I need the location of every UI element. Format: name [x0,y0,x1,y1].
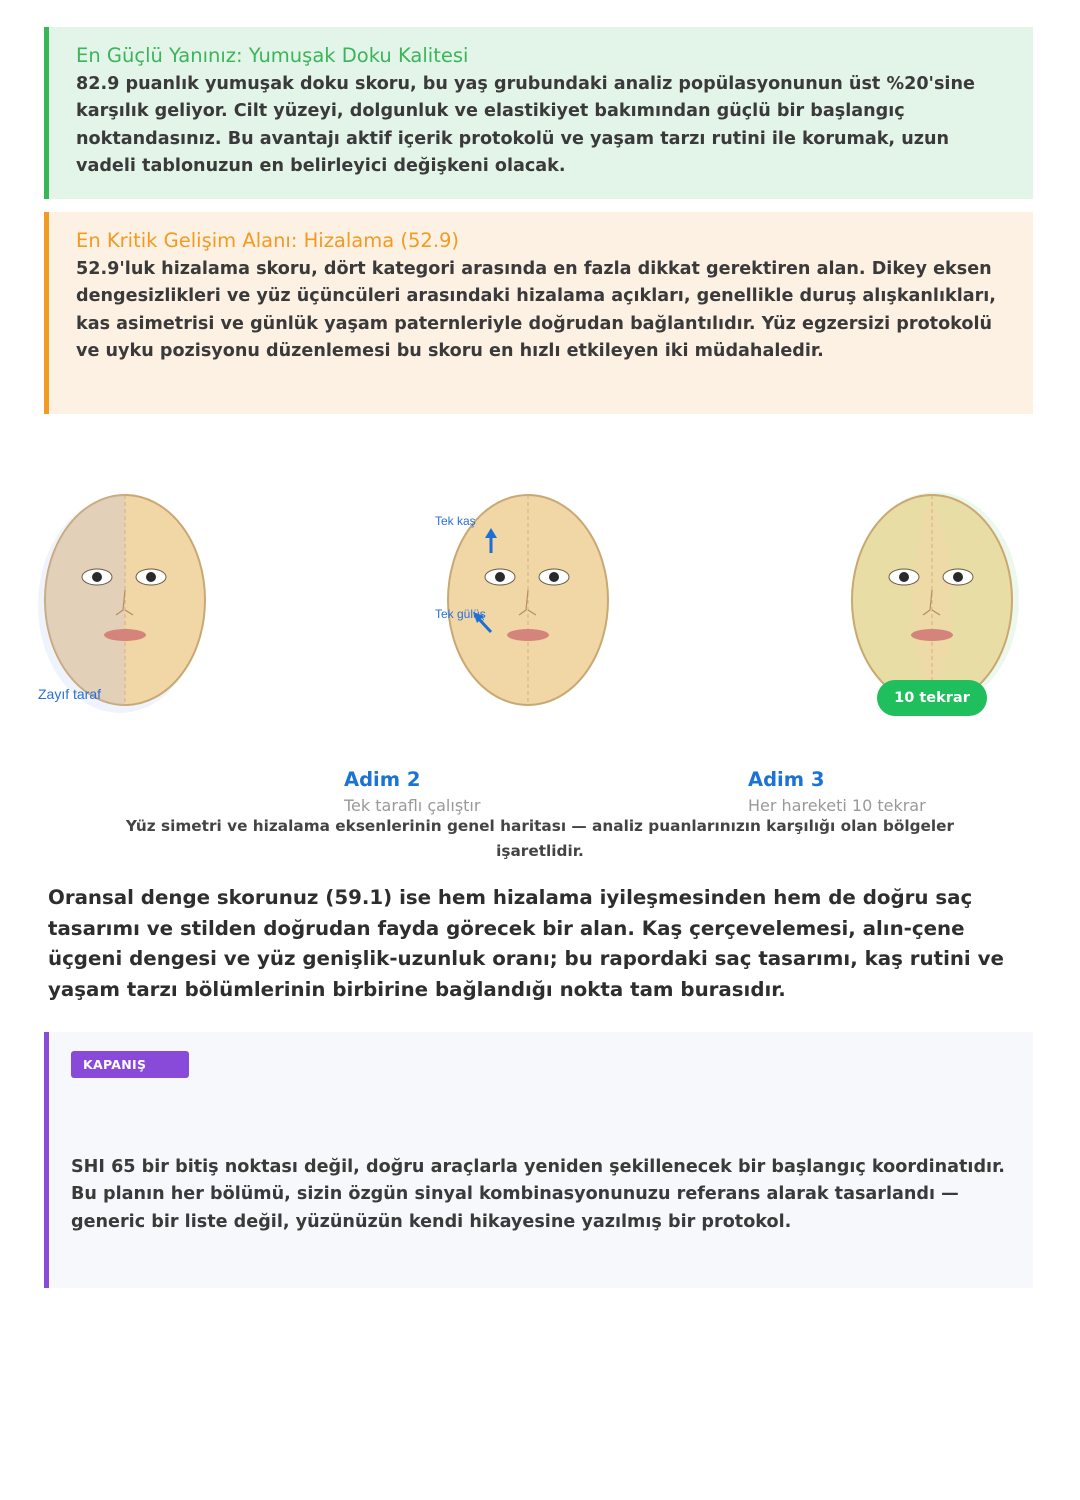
closing-badge: KAPANIŞ [71,1051,189,1078]
step-2-subtitle: Tek taraflı çalıştır [344,796,481,815]
face-illustration-weak-side [30,470,220,720]
face-illustration-one-sided [433,470,623,720]
closing-body: SHI 65 bir bitiş noktası değil, doğru araçlarla yeniden şekillenecek bir başlangıç koordinatıdır. Bu planın her bölümü, sizin özgün sinyal kombinasyonunuzu referans alarak tasarlandı — generic bir liste değil, yüzünüzün kendi hikayesine yazılmış bir protokol. [71,1157,1005,1232]
figure-caption: Yüz simetri ve hizalama eksenlerinin genel haritası — analiz puanlarınızın karşılığı olan bölgeler işaretlidir. [125,817,955,860]
critical-area-body: 52.9'luk hizalama skoru, dört kategori arasında en fazla dikkat gerektiren alan. Dikey eksen dengesizlikleri ve yüz üçüncüleri arasındaki hizalama açıkları, genellikle duruş alışkanlıkları, kas asimetrisi ve günlük yaşam paternleriyle doğrudan bağlantılıdır. Yüz egzersizi protokolü ve uyku pozisyonu düzenlemesi bu skoru en hızlı etkileyen iki müdahaledir. [76,259,996,361]
step-2-title: Adim 2 [344,768,421,791]
critical-area-title: En Kritik Gelişim Alanı: Hizalama (52.9) [76,229,460,252]
step-3 [748,767,926,816]
proportional-balance-paragraph: Oransal denge skorunuz (59.1) ise hem hizalama iyileşmesinden hem de doğru saç tasarımı ve stilden doğrudan fayda görecek bir alan. Kaş çerçevelemesi, alın-çene üçgeni dengesi ve yüz genişlik-uzunluk oranı; bu rapordaki saç tasarımı, kaş rutini ve yaşam tarzı bölümlerinin birbirine bağlandığı nokta tam burasıdır. [48,886,1004,1001]
single-brow-label: Tek kaş [435,514,476,528]
weak-side-label: Zayıf taraf [38,686,102,702]
step-3-title: Adim 3 [748,768,825,791]
closing-callout [44,1032,1033,1288]
face-symmetry-figure [0,470,1080,870]
step-2 [344,767,480,816]
strength-title: En Güçlü Yanınız: Yumuşak Doku Kalitesi [76,44,469,67]
step-3-subtitle: Her hareketi 10 tekrar [748,796,926,815]
strength-callout [44,27,1033,199]
repetition-badge: 10 tekrar [877,680,987,716]
single-smile-label: Tek gülüş [435,607,486,621]
critical-area-callout [44,212,1033,414]
strength-body: 82.9 puanlık yumuşak doku skoru, bu yaş grubundaki analiz popülasyonunun üst %20'sine karşılık geliyor. Cilt yüzeyi, dolgunluk ve elastikiyet bakımından güçlü bir başlangıç noktandasınız. Bu avantajı aktif içerik protokolü ve yaşam tarzı rutini ile korumak, uzun vadeli tablonuzun en belirleyici değişkeni olacak. [76,74,975,176]
